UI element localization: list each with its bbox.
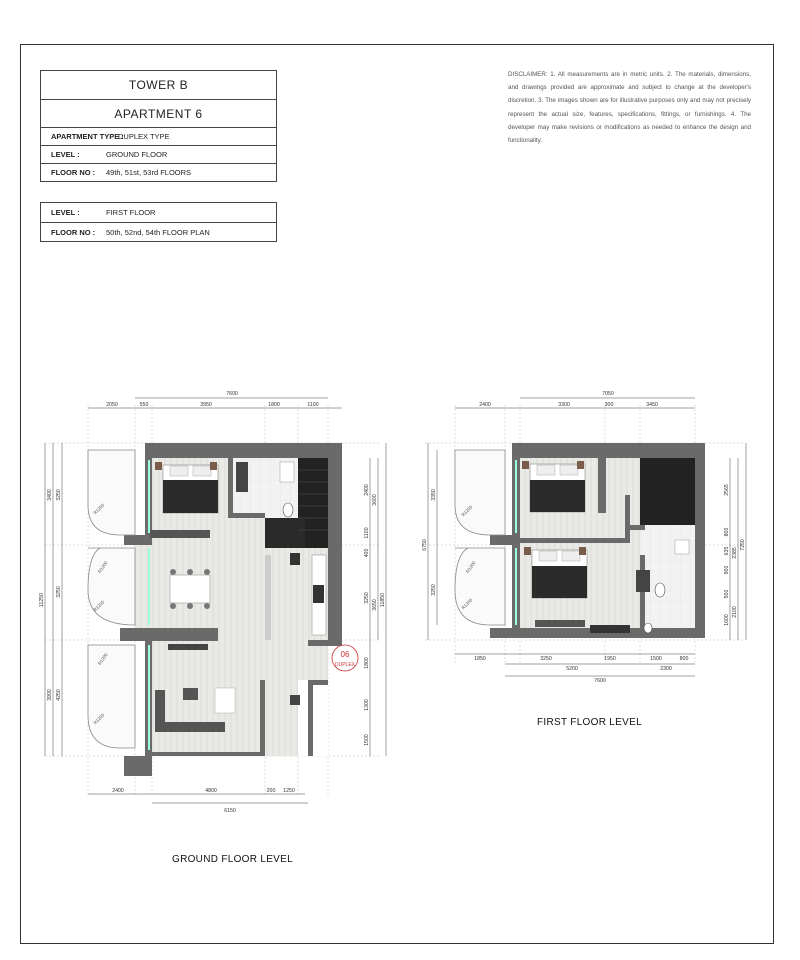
ff-level-value: FIRST FLOOR <box>106 208 156 217</box>
gf-dim-left-outer-3: 3900 <box>47 689 53 701</box>
ff-dim-top-total: 7050 <box>602 391 614 397</box>
ff-dim-right-5: 500 <box>724 589 730 599</box>
unit-badge-number: 06 <box>340 650 350 659</box>
ff-floor-no-value: 50th, 52nd, 54th FLOOR PLAN <box>106 227 210 237</box>
gf-dim-left-inner-3: 4250 <box>56 689 62 701</box>
gf-dim-right-1: 2400 <box>364 484 370 496</box>
ff-dim-left-2: 3250 <box>431 584 437 596</box>
ff-dim-right-outer-3: 7250 <box>740 539 746 551</box>
ff-dim-bottom-2: 3250 <box>540 656 552 662</box>
ff-dim-right-outer-2: 2100 <box>732 606 738 618</box>
floor-no-value: 49th, 51st, 53rd FLOORS <box>106 168 192 177</box>
gf-dim-right-4: 3250 <box>364 592 370 604</box>
ff-dim-top-2: 3300 <box>558 402 570 408</box>
tower-name: TOWER B <box>128 78 189 92</box>
gf-dim-top-1: 2050 <box>106 402 118 408</box>
floor-no-label: FLOOR NO : <box>51 168 96 177</box>
ff-dim-top-1: 2400 <box>479 402 491 408</box>
ff-level-label: LEVEL : <box>51 208 80 217</box>
apartment-name: APARTMENT 6 <box>41 99 276 127</box>
disclaimer-text: DISCLAIMER: 1. All measurements are in metric units. 2. The materials, dimensions, and drawings provided are approximate and subject to change at the developer's discretion. 3. The images shown are for illustrative purposes only and may not precisely represent the actual size, features, specifications, fittings, or furnishings. 4. The developer may make revisions or modifications as needed to enhance the design and functionality. <box>508 71 751 145</box>
ff-stair-void <box>640 458 695 525</box>
gf-dim-right-outer-1: 3600 <box>372 494 378 506</box>
unit-badge <box>332 645 358 671</box>
first-floor-label: FIRST FLOOR LEVEL <box>537 717 642 728</box>
gf-dim-bottom-4: 1250 <box>283 788 295 794</box>
gf-dim-left-outer-1: 3400 <box>47 489 53 501</box>
gf-dim-bottom-1: 2400 <box>112 788 124 794</box>
gf-dim-top-3: 3950 <box>200 402 212 408</box>
gf-dim-top-5: 1100 <box>307 402 319 408</box>
ff-dim-right-2: 800 <box>724 527 730 537</box>
gf-dim-bottom-2: 4800 <box>205 788 217 794</box>
gf-dim-right-outer-2: 3650 <box>372 599 378 611</box>
ground-floor-label: GROUND FLOOR LEVEL <box>172 854 293 865</box>
first-floor-plan <box>422 391 746 684</box>
ff-dim-right-1: 2565 <box>724 484 730 496</box>
gf-radius-4: R1200 <box>96 652 109 667</box>
ff-radius-3: R1200 <box>460 597 474 611</box>
ff-dim-left-1: 3350 <box>431 489 437 501</box>
ff-dim-right-3: 635 <box>724 546 730 556</box>
gf-dim-right-7: 1500 <box>364 734 370 746</box>
ff-dim-top-3: 300 <box>604 402 614 408</box>
gf-radius-5: R1200 <box>92 712 106 726</box>
east-wall <box>328 443 342 640</box>
gf-dim-top-total: 7600 <box>226 391 238 397</box>
gf-dim-top-2: 550 <box>139 402 149 408</box>
gf-dim-right-3: 400 <box>364 548 370 558</box>
gf-dim-left-inner-1: 3250 <box>56 489 62 501</box>
apartment-type-value: DUPLEX TYPE <box>118 132 170 141</box>
ff-dim-bottom-3: 1950 <box>604 656 616 662</box>
gf-dim-right-2: 1100 <box>364 527 370 539</box>
ff-dim-bottom-5: 800 <box>679 656 689 662</box>
ff-floor-no-label: FLOOR NO : <box>51 227 96 237</box>
gf-dim-left-inner-2: 3250 <box>56 586 62 598</box>
level-label: LEVEL : <box>51 150 80 159</box>
gf-dim-top-4: 1800 <box>268 402 280 408</box>
ff-dim-right-6: 1600 <box>724 614 730 626</box>
gf-dim-bottom-total: 6150 <box>224 808 236 814</box>
level-value: GROUND FLOOR <box>106 150 168 159</box>
balconies <box>88 450 135 748</box>
apartment-type-label: APARTMENT TYPE : <box>51 132 124 141</box>
ff-radius-1: R1200 <box>460 504 474 518</box>
gf-dim-right-6: 1300 <box>364 699 370 711</box>
ground-floor-plan <box>39 391 386 814</box>
ff-dim-top-4: 3450 <box>646 402 658 408</box>
north-wall <box>145 443 328 458</box>
ff-dim-bottom-total: 7600 <box>594 678 606 684</box>
gf-radius-3: R1200 <box>92 599 106 613</box>
ff-radius-2: R1200 <box>464 560 477 575</box>
ff-dim-bottom-1: 1850 <box>474 656 486 662</box>
ff-dim-bottom-7: 2300 <box>660 666 672 672</box>
ff-dim-left-outer: 6750 <box>422 539 428 551</box>
ff-dim-bottom-4: 1500 <box>650 656 662 662</box>
gf-dim-right-outer-3: 11850 <box>380 592 386 608</box>
gf-radius-2: R1200 <box>96 560 109 575</box>
gf-dim-bottom-3: 200 <box>266 788 276 794</box>
unit-badge-text: DUPLEX <box>334 662 356 668</box>
ff-dim-right-4: 900 <box>724 565 730 575</box>
ff-dim-right-outer-1: 2385 <box>732 547 738 559</box>
ff-dim-bottom-6: 5200 <box>566 666 578 672</box>
gf-radius-1: R1200 <box>92 502 106 516</box>
gf-dim-right-5: 1800 <box>364 657 370 669</box>
gf-dim-left-outer-2: 11250 <box>39 592 45 608</box>
